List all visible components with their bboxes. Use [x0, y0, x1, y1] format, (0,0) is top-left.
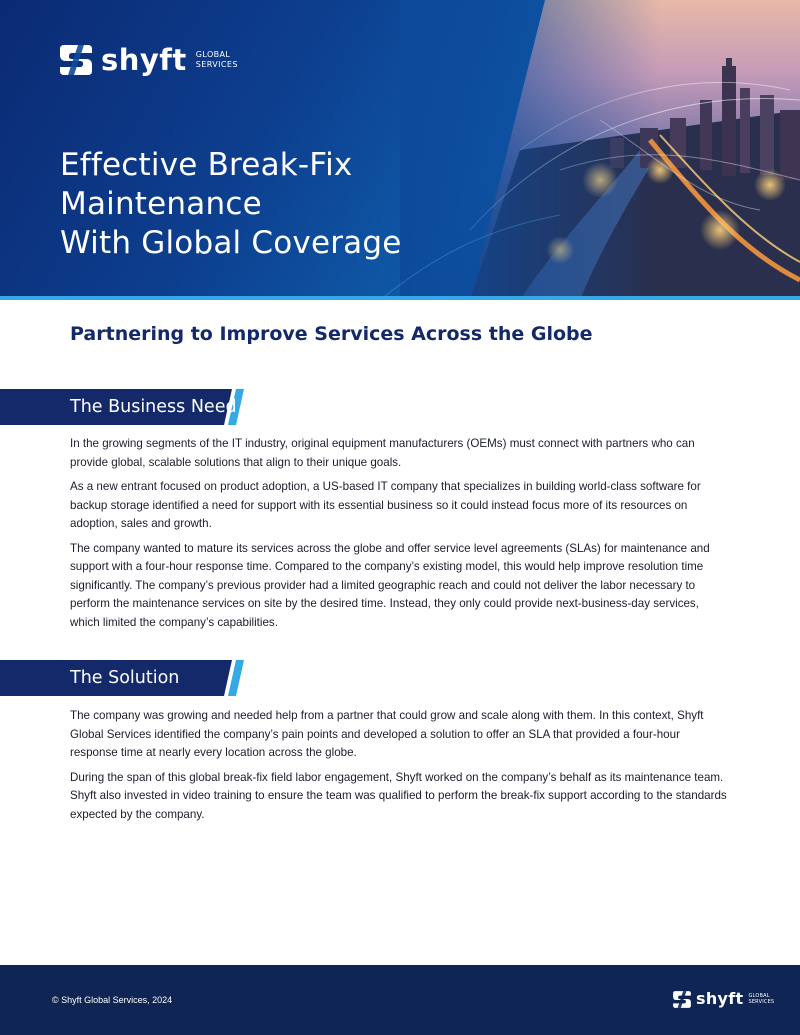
logo-subtext-line1: GLOBAL	[195, 50, 231, 59]
paragraph: The company wanted to mature its services across the globe and offer service level agreements (SLAs) for maintenance and support with a four-hour response time. Compared to the company’s existing model, this would help improve resolution time significantly. The company’s previous provider had a limited geographic reach and could not deliver the labor necessary to perform the maintenance services on site by the desired time. Instead, they only could provide next-business-day services, which limited the company’s capabilities.	[70, 541, 710, 629]
shyft-logo-icon	[672, 990, 692, 1009]
hero-banner	[0, 0, 800, 300]
page-title-line1: Effective Break-Fix Maintenance	[60, 147, 353, 222]
logo-subtext-line2: SERVICES	[195, 60, 238, 69]
paragraph: In the growing segments of the IT industry, original equipment manufacturers (OEMs) must connect with partners who can provide global, scalable solutions that align to their unique goals.	[70, 437, 695, 469]
page-title	[60, 146, 560, 263]
page-title-line2: With Global Coverage	[60, 225, 402, 261]
shyft-logo-icon	[58, 43, 94, 77]
copyright-text: © Shyft Global Services, 2024	[52, 995, 173, 1005]
section-subtitle: Partnering to Improve Services Across the Globe	[70, 323, 593, 345]
business-need-heading: The Business Need	[70, 397, 237, 417]
logo-subtext	[196, 50, 238, 70]
hero-accent-line	[0, 296, 800, 300]
business-need-heading-band	[0, 389, 244, 425]
footer-logo	[672, 989, 774, 1009]
paragraph: During the span of this global break-fix field labor engagement, Shyft worked on the company’s behalf as its maintenance team. Shyft also invested in video training to ensure the team was qualified to perform the break-fix support according to the standards expected by the company.	[70, 770, 727, 821]
page-footer	[0, 965, 800, 1035]
logo-wordmark: shyft	[101, 43, 187, 77]
header-logo	[58, 42, 238, 78]
solution-heading: The Solution	[70, 668, 180, 688]
logo-wordmark: shyft	[696, 989, 744, 1008]
solution-body	[70, 707, 730, 830]
logo-subtext-line1: GLOBAL	[748, 993, 770, 999]
business-need-body	[70, 435, 730, 638]
paragraph: The company was growing and needed help from a partner that could grow and scale along with them. In this context, Shyft Global Services identified the company’s pain points and developed a solution to offer an SLA that provided a four-hour response time at nearly every location across the globe.	[70, 709, 704, 760]
solution-heading-band	[0, 660, 244, 696]
logo-subtext	[748, 993, 774, 1005]
logo-subtext-line2: SERVICES	[748, 999, 775, 1005]
paragraph: As a new entrant focused on product adoption, a US-based IT company that specializes in building world-class software for backup storage identified a need for support with its essential business so it could instead focus more of its resources on adoption, sales and growth.	[70, 479, 701, 531]
